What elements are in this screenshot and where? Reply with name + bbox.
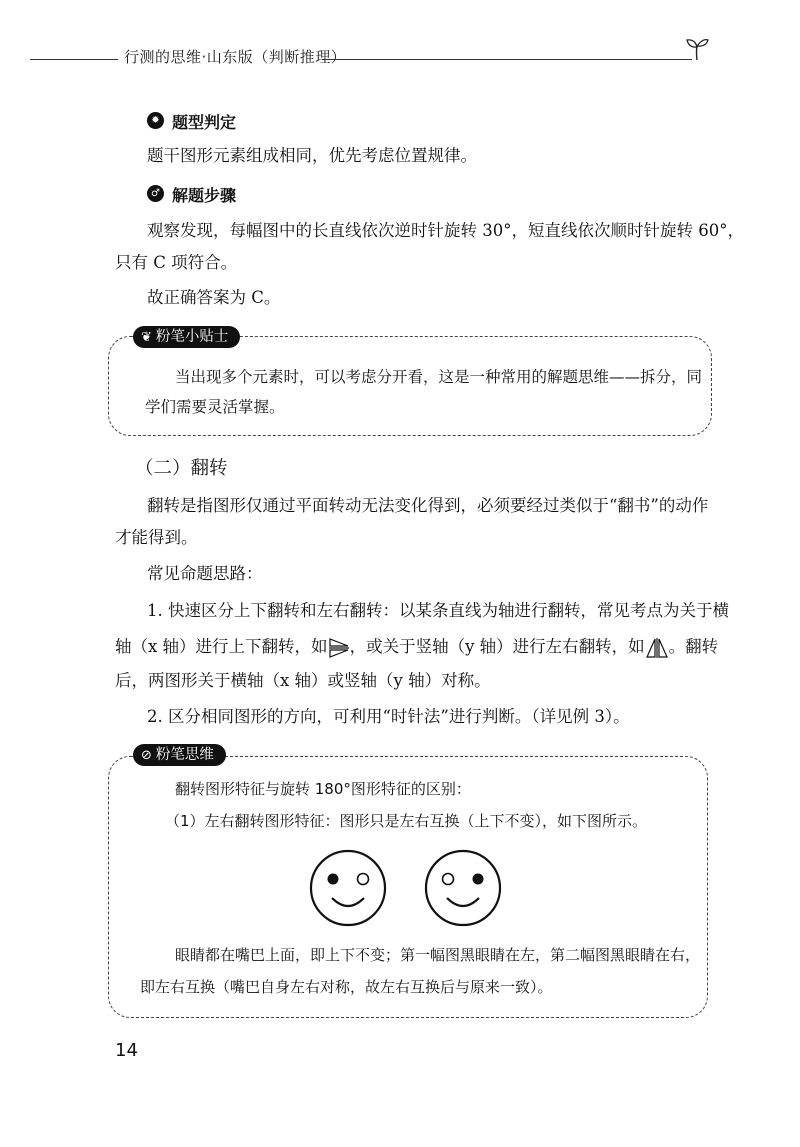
- flip-item1-line2-c: 。翻转: [668, 637, 719, 656]
- vertical-flip-icon: [645, 637, 669, 659]
- flip-item1-line2-a: 轴（x 轴）进行上下翻转，如: [115, 637, 328, 656]
- tip-line-2: 学们需要灵活掌握。: [145, 398, 285, 416]
- flip-item1-line1: 1. 快速区分上下翻转和左右翻转：以某条直线为轴进行翻转，常见考点为关于横: [147, 601, 729, 620]
- smiley-face-left: [308, 848, 388, 928]
- tip-label: [133, 326, 240, 348]
- white-eye: [358, 874, 369, 885]
- tip-label-text: 粉笔小贴士: [155, 329, 229, 345]
- gear-icon: ✹: [147, 112, 164, 129]
- section-heading-judge: 题型判定: [172, 113, 237, 132]
- running-header-title: 行测的思维·山东版（判断推理）: [124, 48, 347, 66]
- thinking-line-2: （1）左右翻转图形特征：图形只是左右互换（上下不变），如下图所示。: [165, 812, 648, 830]
- header-rule-right: [322, 59, 692, 60]
- black-eye: [473, 874, 484, 885]
- steps-line-2: 只有 C 项符合。: [115, 253, 238, 272]
- horizontal-flip-icon: [328, 637, 350, 659]
- judge-text: 题干图形元素组成相同，优先考虑位置规律。: [147, 146, 477, 165]
- tip-line-1: 当出现多个元素时，可以考虑分开看，这是一种常用的解题思维——拆分，同: [175, 368, 703, 386]
- flip-item2: 2. 区分相同图形的方向，可利用“时针法”进行判断。（详见例 3）。: [147, 707, 630, 726]
- flip-item1-line2: [115, 636, 718, 659]
- flip-p1-line1: 翻转是指图形仅通过平面转动无法变化得到，必须要经过类似于“翻书”的动作: [147, 496, 709, 515]
- no-entry-icon: ⊘: [141, 748, 152, 763]
- section-heading-steps: 解题步骤: [172, 186, 237, 205]
- thinking-label: [133, 744, 226, 766]
- flip-heading: （二）翻转: [135, 458, 228, 479]
- white-eye: [443, 874, 454, 885]
- page-number: 14: [115, 1040, 138, 1061]
- steps-icon: ♂: [147, 185, 164, 202]
- flip-item1-line3: 后，两图形关于横轴（x 轴）或竖轴（y 轴）对称。: [115, 671, 491, 690]
- thinking-line-4: 即左右互换（嘴巴自身左右对称，故左右互换后与原来一致）。: [140, 978, 553, 996]
- thinking-line-1: 翻转图形特征与旋转 180°图形特征的区别：: [175, 780, 471, 798]
- flip-item1-line2-b: ，或关于竖轴（y 轴）进行左右翻转，如: [349, 637, 645, 656]
- thinking-line-3: 眼睛都在嘴巴上面，即上下不变；第一幅图黑眼睛在左，第二幅图黑眼睛在右，: [175, 946, 701, 964]
- steps-line-3: 故正确答案为 C。: [147, 288, 281, 307]
- smiley-face-right: [423, 848, 503, 928]
- sprout-icon: [684, 34, 710, 62]
- flip-common-title: 常见命题思路：: [147, 564, 263, 583]
- steps-line-1: 观察发现，每幅图中的长直线依次逆时针旋转 30°，短直线依次顺时针旋转 60°，: [147, 221, 744, 240]
- flip-p1-line2: 才能得到。: [115, 528, 198, 547]
- thinking-label-text: 粉笔思维: [155, 747, 214, 763]
- sprout-icon: ❦: [141, 330, 152, 345]
- black-eye: [328, 874, 339, 885]
- header-rule-left: [30, 59, 118, 60]
